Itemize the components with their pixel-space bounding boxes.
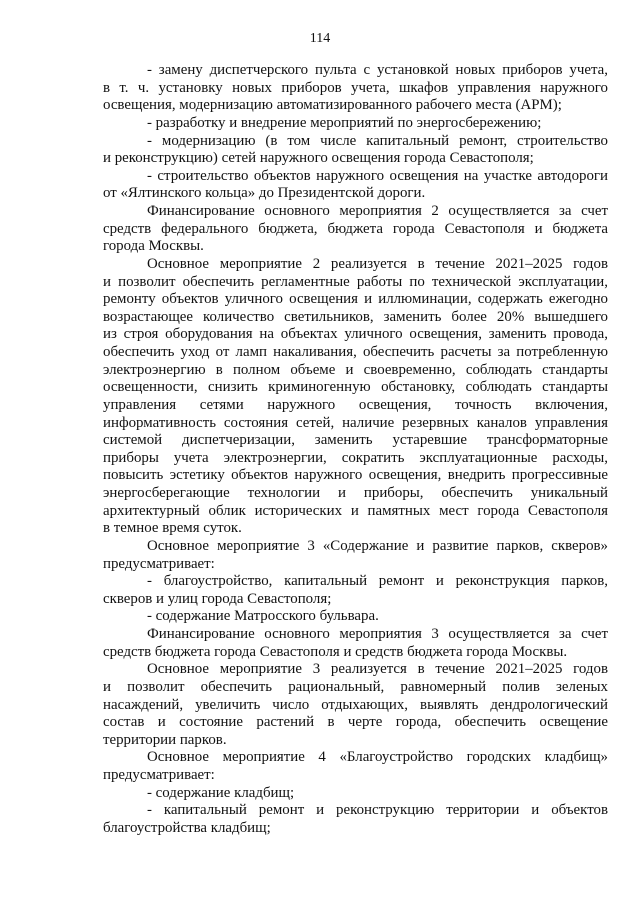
text-line: предусматривает: <box>103 767 215 783</box>
text-line: в темное время суток. <box>103 520 242 537</box>
text-line: приборы учета электроэнергии, сократить эксплуатационные расходы, <box>103 449 608 466</box>
text-line: состав и состояние растений в черте города, обеспечить освещение <box>103 714 608 731</box>
page-number: 114 <box>309 31 331 46</box>
text-line: в т. ч. установку новых приборов учета, шкафов управления наружного <box>103 79 608 96</box>
text-line: обеспечить уход от ламп накаливания, обеспечить расчеты за потребленную <box>103 344 608 360</box>
text-line: Основное мероприятие 4 «Благоустройство городских кладбищ» <box>147 749 608 766</box>
text-line: управления сетями наружного освещения, точность включения, <box>103 396 608 413</box>
text-line: - содержание кладбищ; <box>147 784 295 801</box>
text-line: возрастающее количество светильников, заменить более 20% вышедшего <box>103 308 608 325</box>
text-line: и позволит обеспечить рациональный, равномерный полив зеленых <box>103 678 608 695</box>
text-line: энергосберегающие технологии и приборы, обеспечить уникальный <box>103 485 608 501</box>
text-line: Финансирование основного мероприятия 2 осуществляется за счет <box>147 203 608 219</box>
text-line: - содержание Матросского бульвара. <box>147 608 379 625</box>
text-line: Финансирование основного мероприятия 3 осуществляется за счет <box>147 626 608 642</box>
text-line: и позволит обеспечить регламентные работы по технической эксплуатации, <box>103 273 608 290</box>
text-line: освещенности, снизить криминогенную обстановку, соблюдать стандарты <box>103 379 608 396</box>
text-line: средств бюджета города Севастополя и средств бюджета города Москвы. <box>103 643 568 660</box>
text-line: - благоустройство, капитальный ремонт и реконструкция парков, <box>147 573 608 590</box>
text-line: информативность состояния сетей, наличие резервных каналов управления <box>103 414 608 431</box>
text-line: благоустройства кладбищ; <box>103 819 271 836</box>
text-line: Основное мероприятие 3 «Содержание и развитие парков, скверов» <box>147 537 608 554</box>
text-line: города Москвы. <box>103 238 204 255</box>
text-line: средств федерального бюджета, бюджета города Севастополя и бюджета <box>103 220 608 237</box>
text-line: скверов и улиц города Севастополя; <box>103 590 332 607</box>
text-line: насаждений, увеличить число отдыхающих, выявлять дендрологический <box>103 696 608 713</box>
text-line: - модернизацию (в том числе капитальный ремонт, строительство <box>147 132 608 149</box>
text-line: от «Ялтинского кольца» до Президентской дороги. <box>103 185 426 202</box>
text-line: освещения, модернизацию автоматизированного рабочего места (АРМ); <box>103 97 562 114</box>
text-line: Основное мероприятие 3 реализуется в течение 2021–2025 годов <box>147 661 608 678</box>
text-line: - разработку и внедрение мероприятий по энергосбережению; <box>147 114 542 131</box>
text-line: предусматривает: <box>103 555 215 572</box>
text-line: - капитальный ремонт и реконструкцию территории и объектов <box>147 802 608 819</box>
text-line: повысить эстетику объектов наружного освещения, внедрить прогрессивные <box>103 467 608 484</box>
text-line: территории парков. <box>103 731 227 748</box>
text-line: и реконструкцию) сетей наружного освещения города Севастополя; <box>103 150 534 167</box>
text-line: - замену диспетчерского пульта с установкой новых приборов учета, <box>147 62 608 78</box>
text-line: ремонту объектов уличного освещения и иллюминации, содержать ежегодно <box>103 291 608 308</box>
body-text <box>103 62 608 838</box>
text-line: - строительство объектов наружного освещения на участке автодороги <box>147 167 608 184</box>
text-line: системой диспетчеризации, заменить устаревшие трансформаторные <box>103 432 608 449</box>
text-line: электроэнергию в полном объеме и своевременно, соблюдать стандарты <box>103 361 608 378</box>
text-line: архитектурный облик исторических и памятных мест города Севастополя <box>103 502 608 519</box>
text-line: Основное мероприятие 2 реализуется в течение 2021–2025 годов <box>147 255 608 272</box>
text-line: из строя оборудования на объектах уличного освещения, заменить провода, <box>103 326 608 343</box>
